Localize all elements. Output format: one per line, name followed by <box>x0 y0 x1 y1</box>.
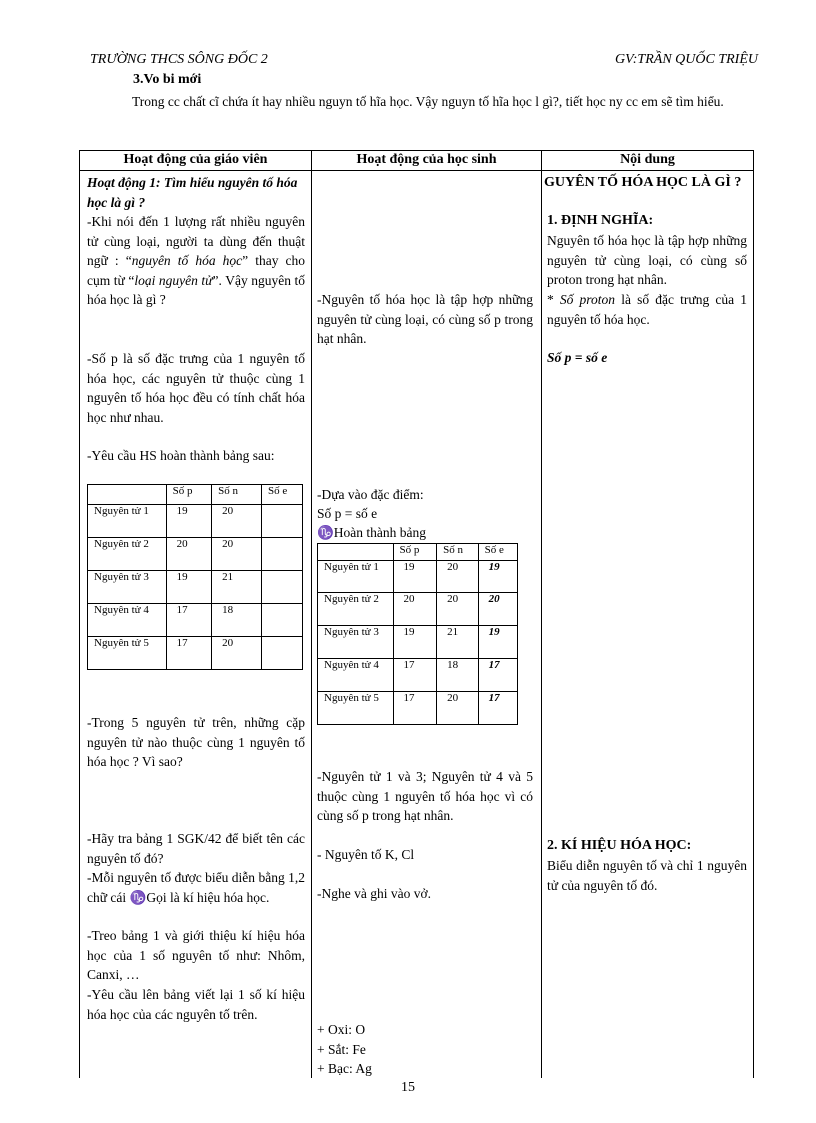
teacher-paragraph-3: -Yêu cầu HS hoàn thành bảng sau: <box>87 448 275 463</box>
teacher-paragraph-6: -Mỗi nguyên tố được biểu diễn bằng 1,2 chữ cái ♑Gọi là kí hiệu hóa học. <box>87 870 305 905</box>
student-answer-3: Số p = số e <box>317 506 378 521</box>
table-cell: 19 <box>393 626 437 659</box>
table-header-cell <box>318 544 394 561</box>
text-segment: ” thay cho cụm từ “ <box>87 253 306 288</box>
table-cell: 20 <box>393 593 437 626</box>
teacher-paragraph-7: -Treo bảng 1 và giới thiệu kí hiệu hóa học của 1 số nguyên tố như: Nhôm, Canxi, … <box>87 928 305 982</box>
page-number: 15 <box>401 1080 415 1095</box>
header-school: TRƯỜNG THCS SÔNG ĐỐC 2 <box>90 52 268 67</box>
table-header-cell: Số e <box>478 544 517 561</box>
table-header-cell <box>88 485 167 505</box>
header-teacher: GV:TRẦN QUỐC TRIỆU <box>615 52 758 67</box>
text-segment: -Khi nói đến 1 lượng rất nhiều nguyên tử cùng loại, người ta dùng đến thuật ngữ : “ <box>87 214 305 268</box>
formula-p-equals-e: Số p = số e <box>547 350 608 365</box>
table-cell: 17 <box>478 692 517 725</box>
definition-text: Nguyên tố hóa học là tập hợp những nguyên tử cùng loại, có cùng số proton trong hạt nhân. <box>547 233 747 287</box>
table-cell: Nguyên tử 1 <box>318 561 394 593</box>
definition-heading: 1. ĐỊNH NGHĨA: <box>547 213 654 228</box>
table-cell: 20 <box>437 593 478 626</box>
text-segment: * <box>547 292 560 307</box>
table-cell: 19 <box>166 505 211 538</box>
student-answer-2: -Dựa vào đặc điểm: <box>317 487 424 502</box>
section-title: 3.Vo bi mới <box>133 72 202 87</box>
table-row <box>88 604 303 637</box>
symbol-definition: Biểu diễn nguyên tố và chỉ 1 nguyên tử của nguyên tố đó. <box>547 858 747 893</box>
student-answer-10: + Bạc: Ag <box>317 1061 372 1076</box>
italic-term: nguyên tố hóa học <box>131 253 243 268</box>
column-header-student: Hoạt động của học sinh <box>356 152 497 167</box>
table-cell: 20 <box>478 593 517 626</box>
italic-term: Số proton <box>559 292 616 307</box>
column-header-teacher: Hoạt động của giáo viên <box>123 152 268 167</box>
table-cell: 20 <box>437 692 478 725</box>
table-cell: 18 <box>212 604 262 637</box>
teacher-paragraph-5: -Hãy tra bảng 1 SGK/42 để biết tên các nguyên tố đó? <box>87 831 305 866</box>
table-cell <box>261 571 302 604</box>
table-cell: 19 <box>478 626 517 659</box>
activity-title: Hoạt động 1: Tìm hiểu nguyên tố hóa học là gì ? <box>87 175 298 210</box>
table-cell: 19 <box>478 561 517 593</box>
table-cell: 18 <box>437 659 478 692</box>
teacher-paragraph-4: -Trong 5 nguyên tử trên, những cặp nguyên tử nào thuộc cùng 1 nguyên tố hóa học ? Vì sao? <box>87 715 305 769</box>
table-cell: 17 <box>166 637 211 670</box>
teacher-atom-table <box>87 484 303 670</box>
table-cell: 20 <box>212 505 262 538</box>
table-cell: 17 <box>478 659 517 692</box>
proton-note <box>547 290 747 329</box>
table-row <box>318 593 518 626</box>
column-header-content: Nội dung <box>620 152 675 167</box>
table-header-cell: Số e <box>261 485 302 505</box>
table-row <box>318 561 518 593</box>
table-cell: Nguyên tử 4 <box>318 659 394 692</box>
student-atom-table <box>317 543 518 725</box>
italic-term: loại nguyên tử <box>134 272 213 288</box>
teacher-paragraph-2: -Số p là số đặc trưng của 1 nguyên tố hóa học, các nguyên tử thuộc cùng 1 nguyên tố hóa học đều có tính chất hóa học như nhau. <box>87 351 305 425</box>
table-row <box>318 626 518 659</box>
content-heading: GUYÊN TỐ HÓA HỌC LÀ GÌ ? <box>544 175 742 190</box>
table-header-cell: Số p <box>166 485 211 505</box>
table-cell: Nguyên tử 5 <box>318 692 394 725</box>
table-cell: 17 <box>393 659 437 692</box>
student-answer-7: -Nghe và ghi vào vở. <box>317 886 431 901</box>
table-cell: 20 <box>166 538 211 571</box>
table-cell: 20 <box>437 561 478 593</box>
table-header-row <box>88 485 303 505</box>
table-row <box>88 637 303 670</box>
table-header-cell: Số p <box>393 544 437 561</box>
table-cell <box>261 604 302 637</box>
table-cell: Nguyên tử 5 <box>88 637 167 670</box>
table-cell: 20 <box>212 538 262 571</box>
student-answer-8: + Oxi: O <box>317 1022 366 1037</box>
student-answer-9: + Sắt: Fe <box>317 1042 366 1057</box>
table-cell: 21 <box>437 626 478 659</box>
table-cell: 19 <box>166 571 211 604</box>
table-cell: 20 <box>212 637 262 670</box>
table-cell <box>261 637 302 670</box>
table-cell: Nguyên tử 3 <box>318 626 394 659</box>
table-cell: Nguyên tử 2 <box>318 593 394 626</box>
table-cell: 21 <box>212 571 262 604</box>
table-cell: Nguyên tử 2 <box>88 538 167 571</box>
table-header-row <box>318 544 518 561</box>
table-header-cell: Số n <box>437 544 478 561</box>
table-cell <box>261 505 302 538</box>
table-row <box>88 505 303 538</box>
table-cell: 19 <box>393 561 437 593</box>
table-cell: 17 <box>166 604 211 637</box>
table-row <box>88 538 303 571</box>
table-header-cell: Số n <box>212 485 262 505</box>
table-row <box>318 659 518 692</box>
table-cell <box>261 538 302 571</box>
table-cell: 17 <box>393 692 437 725</box>
table-cell: Nguyên tử 4 <box>88 604 167 637</box>
text-segment: là số đặc trưng của 1 nguyên tố hóa học. <box>547 292 747 327</box>
table-cell: Nguyên tử 1 <box>88 505 167 538</box>
intro-paragraph: Trong cc chất cĩ chứa ít hay nhiều nguyn tố hĩa học. Vậy nguyn tố hĩa học l gì?, tiết học ny cc em sẽ tìm hiểu. <box>132 94 724 109</box>
student-answer-1: -Nguyên tố hóa học là tập hợp những nguyên tử cùng loại, có cùng số p trong hạt nhân. <box>317 292 533 346</box>
table-row <box>88 571 303 604</box>
text-segment: ”. Vậy nguyên tố hóa học là gì ? <box>87 272 305 307</box>
student-answer-5: -Nguyên tử 1 và 3; Nguyên tử 4 và 5 thuộc cùng 1 nguyên tố hóa học vì có cùng số p trong hạt nhân. <box>317 769 533 823</box>
table-row <box>318 692 518 725</box>
teacher-paragraph-8: -Yêu cầu lên bảng viết lại 1 số kí hiệu hóa học của các nguyên tố trên. <box>87 987 305 1022</box>
student-answer-6: - Nguyên tố K, Cl <box>317 847 415 862</box>
teacher-paragraph-1 <box>87 212 305 310</box>
table-cell: Nguyên tử 3 <box>88 571 167 604</box>
symbol-heading: 2. KÍ HIỆU HÓA HỌC: <box>547 838 692 853</box>
student-answer-4: ♑Hoàn thành bảng <box>317 525 427 540</box>
